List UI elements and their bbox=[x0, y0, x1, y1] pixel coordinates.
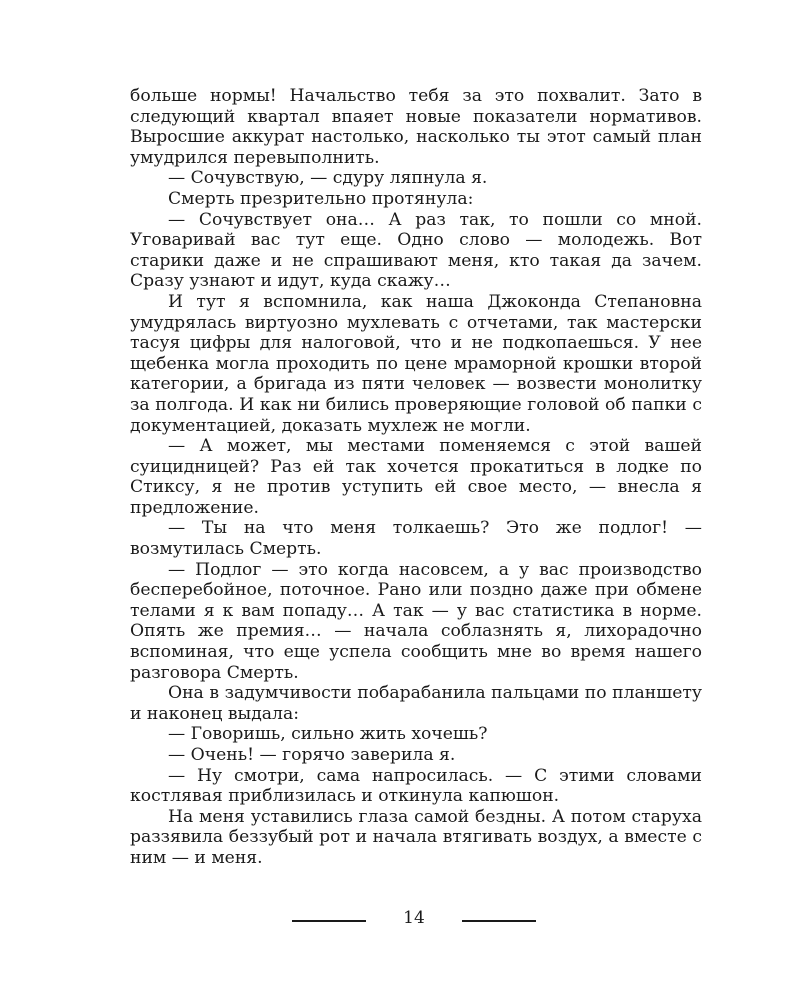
paragraph-1: больше нормы! Начальство тебя за это похвалит. Зато в следующий квартал впаяет новые показатели нормативов. Выросшие аккурат настолько, насколько ты этот самый план умудрился перевыполнить. bbox=[130, 86, 702, 168]
paragraph-3: Смерть презрительно протянула: bbox=[168, 188, 474, 209]
paragraph-9: Она в задумчивости побарабанила пальцами по планшету и наконец выдала: bbox=[130, 683, 702, 724]
paragraph-13: На меня уставились глаза самой бездны. А потом старуха раззявила беззубый рот и начала втягивать воздух, а вместе с ним — и меня. bbox=[130, 806, 702, 868]
footer-rule-left bbox=[292, 920, 366, 922]
paragraph-10: — Говоришь, сильно жить хочешь? bbox=[168, 724, 488, 745]
paragraph-11: — Очень! — горячо заверила я. bbox=[168, 745, 456, 765]
paragraph-4: — Сочувствует она… А раз так, то пошли со мной. Уговаривай вас тут еще. Одно слово — молодежь. Вот старики даже и не спрашивают меня, кто такая да зачем. Сразу узнают и идут, куда скажу… bbox=[130, 209, 702, 292]
paragraph-12: — Ну смотри, сама напросилась. — С этими словами костлявая приблизилась и откинула капюшон. bbox=[130, 765, 702, 807]
page-number: 14 bbox=[403, 908, 425, 928]
paragraph-6: — А может, мы местами поменяемся с этой вашей суицидницей? Раз ей так хочется прокатиться в лодке по Стиксу, я не против уступить ей свое место, — внесла я предложение. bbox=[130, 436, 702, 518]
paragraph-8: — Подлог — это когда насовсем, а у вас производство бесперебойное, поточное. Рано или поздно даже при обмене телами я к вам попаду… А так — у вас статистика в норме. Опять же премия… — начала соблазнять я, лихорадочно вспоминая, что еще успела сообщить мне во время нашего разговора Смерть. bbox=[130, 559, 702, 683]
paragraph-2: — Сочувствую, — сдуру ляпнула я. bbox=[168, 168, 488, 189]
page-footer bbox=[0, 908, 800, 934]
paragraph-7: — Ты на что меня толкаешь? Это же подлог! — возмутилась Смерть. bbox=[130, 518, 702, 560]
body-text bbox=[130, 86, 702, 869]
paragraph-5: И тут я вспомнила, как наша Джоконда Степановна умудрялась виртуозно мухлевать с отчетами, так мастерски тасуя цифры для налоговой, что и не подкопаешься. У нее щебенка могла проходить по цене мраморной крошки второй категории, а бригада из пяти человек — возвести монолитку за полгода. И как ни бились проверяющие головой об папки с документацией, доказать мухлеж не могли. bbox=[130, 291, 702, 436]
footer-rule-right bbox=[462, 920, 536, 922]
